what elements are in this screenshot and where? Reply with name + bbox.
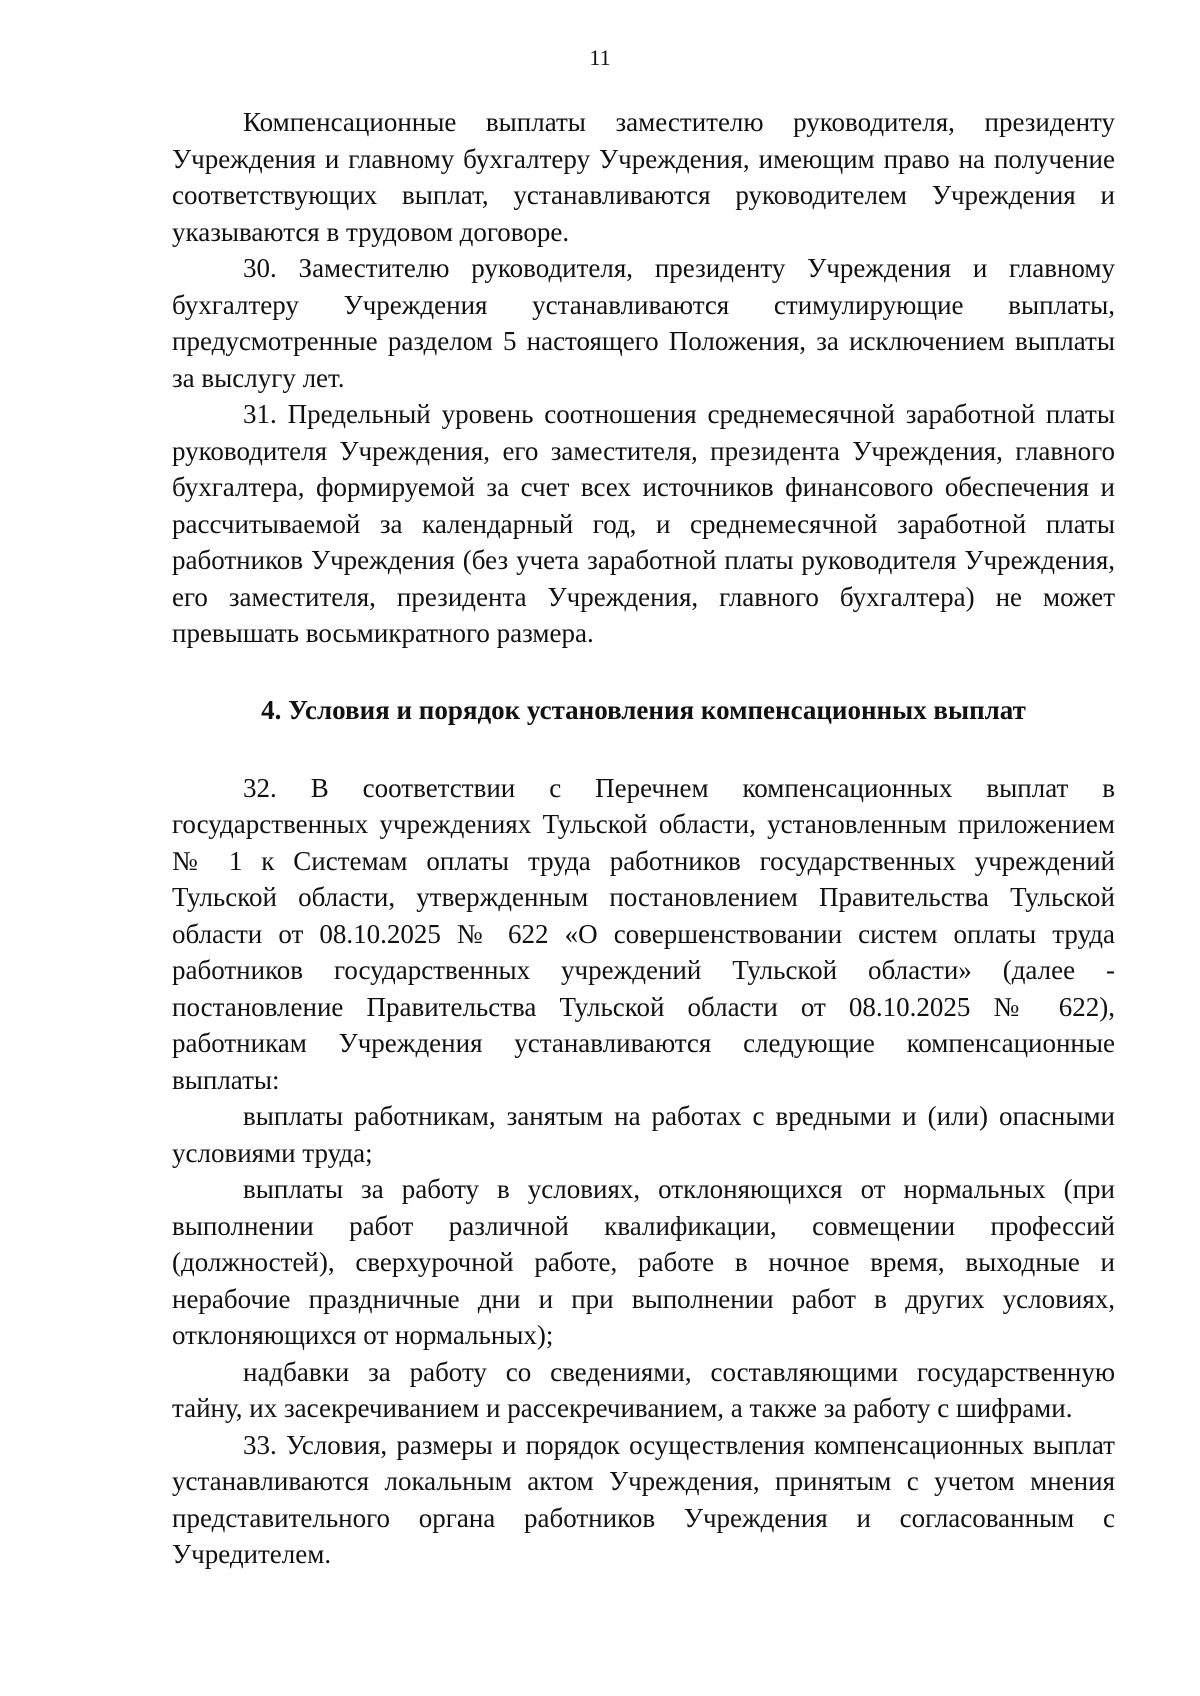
- page-number: 11: [589, 45, 611, 70]
- list-item-harmful-conditions: выплаты работникам, занятым на работах с вредными и (или) опасными условиями труда;: [172, 1101, 1115, 1168]
- section-heading: 4. Условия и порядок установления компенсационных выплат: [261, 694, 1026, 725]
- list-item-state-secret: надбавки за работу со сведениями, составляющими государственную тайну, их засекречиванием и рассекречиванием, а также за работу с шифрами.: [172, 1356, 1115, 1423]
- paragraph-32: 32. В соответствии с Перечнем компенсационных выплат в государственных учреждениях Тульской области, установленным приложением № 1 к Системам оплаты труда работников государственных учреждений Тульской области, утвержденным постановлением Правительства Тульской области от 08.10.2025 № 622 «О совершенствовании систем оплаты труда работников государственных учреждений Тульской области» (далее - постановление Правительства Тульской области от 08.10.2025 № 622), работникам Учреждения устанавливаются следующие компенсационные выплаты:: [172, 772, 1115, 1095]
- paragraph-30: 30. Заместителю руководителя, президенту Учреждения и главному бухгалтеру Учреждения устанавливаются стимулирующие выплаты, предусмотренные разделом 5 настоящего Положения, за исключением выплаты за выслугу лет.: [172, 253, 1115, 393]
- paragraph-33: 33. Условия, размеры и порядок осуществления компенсационных выплат устанавливаются локальным актом Учреждения, принятым с учетом мнения представительного органа работников Учреждения и согласованным с Учредителем.: [172, 1429, 1115, 1569]
- list-item-abnormal-conditions: выплаты за работу в условиях, отклоняющихся от нормальных (при выполнении работ различной квалификации, совмещении профессий (должностей), сверхурочной работе, работе в ночное время, выходные и нерабочие праздничные дни и при выполнении работ в других условиях, отклоняющихся от нормальных);: [172, 1174, 1115, 1350]
- paragraph-31: 31. Предельный уровень соотношения среднемесячной заработной платы руководителя Учреждения, его заместителя, президента Учреждения, главного бухгалтера, формируемой за счет всех источников финансового обеспечения и рассчитываемой за календарный год, и среднемесячной заработной платы работников Учреждения (без учета заработной платы руководителя Учреждения, его заместителя, президента Учреждения, главного бухгалтера) не может превышать восьмикратного размера.: [172, 399, 1115, 648]
- document-body: [172, 104, 1115, 1573]
- paragraph-compensation-deputies: Компенсационные выплаты заместителю руководителя, президенту Учреждения и главному бухгалтеру Учреждения, имеющим право на получение соответствующих выплат, устанавливаются руководителем Учреждения и указываются в трудовом договоре.: [172, 107, 1115, 247]
